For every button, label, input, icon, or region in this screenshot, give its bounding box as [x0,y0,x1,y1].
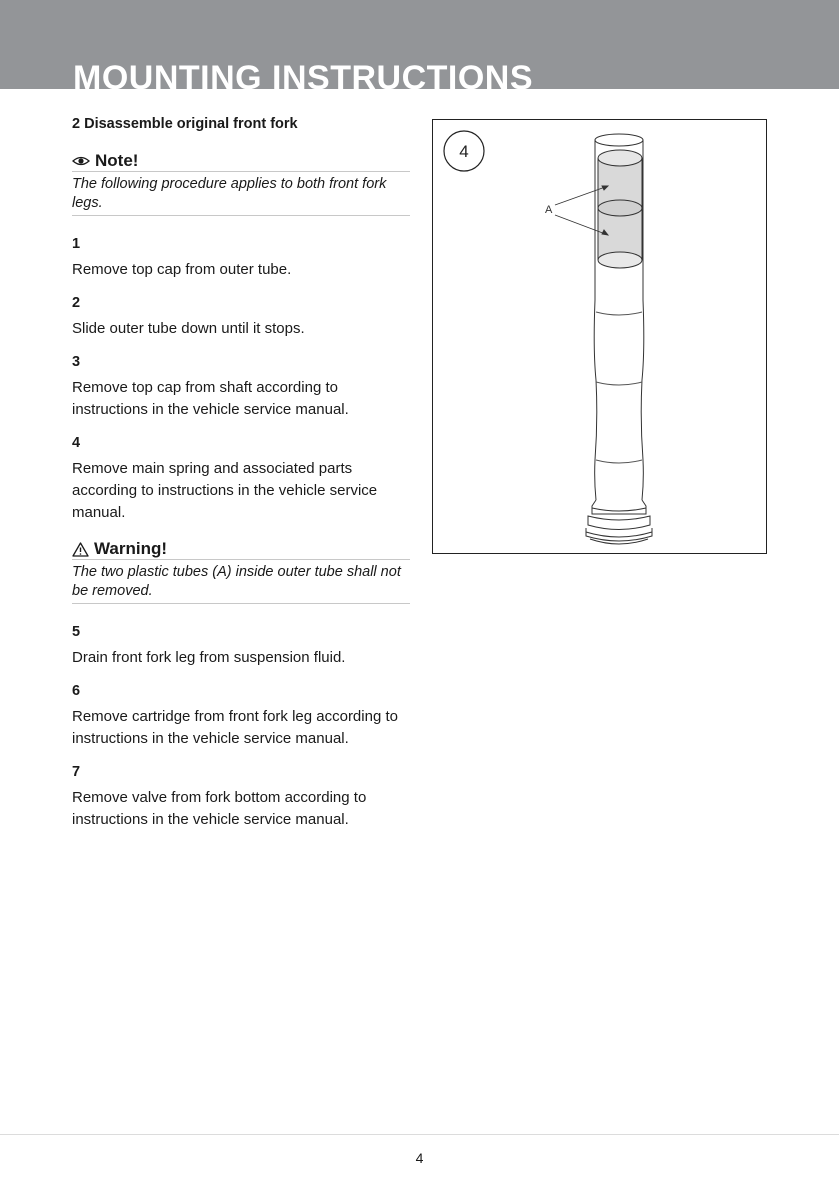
eye-icon [72,155,90,167]
step-item [72,352,410,421]
warning-text: The two plastic tubes (A) inside outer tube shall not be removed. [72,560,410,604]
page-number: 4 [415,1150,424,1166]
step-number: 1 [72,236,81,252]
header-band [0,0,839,89]
note-header [72,152,410,172]
steps-group-2 [72,622,410,831]
step-item [72,681,410,750]
warning-box [72,540,410,604]
instructions-column [72,114,410,843]
step-item [72,293,410,340]
step-item [72,762,410,831]
step-text: Drain front fork leg from suspension fluid. [72,649,346,666]
label-a: A [545,204,553,216]
warning-triangle-icon [72,542,89,557]
steps-group-1 [72,234,410,524]
fork-tube-figure [432,119,767,554]
plastic-tubes [598,150,642,268]
fork-bottom [586,500,652,544]
step-text: Remove top cap from shaft according to instructions in the vehicle service manual. [72,379,349,418]
step-number: 4 [72,435,81,451]
step-text: Remove top cap from outer tube. [72,261,292,278]
step-number: 2 [72,295,81,311]
note-title: Note! [95,151,139,170]
step-text: Remove main spring and associated parts according to instructions in the vehicle service manual. [72,460,378,521]
step-text: Slide outer tube down until it stops. [72,320,305,337]
step-number: 5 [72,624,81,640]
step-number: 7 [72,764,81,780]
warning-header [72,540,410,560]
figure-number: 4 [459,142,469,161]
note-text: The following procedure applies to both front fork legs. [72,172,410,216]
step-item [72,433,410,524]
step-item [72,622,410,669]
step-text: Remove valve from fork bottom according to instructions in the vehicle service manual. [72,789,367,828]
step-number: 3 [72,354,81,370]
step-number: 6 [72,683,81,699]
note-box [72,152,410,216]
step-text: Remove cartridge from front fork leg according to instructions in the vehicle service manual. [72,708,398,747]
warning-title: Warning! [94,539,168,558]
section-title: 2 Disassemble original front fork [72,116,298,132]
lower-tube [594,300,644,500]
step-item [72,234,410,281]
page-title: MOUNTING INSTRUCTIONS [73,59,534,89]
footer-divider [0,1134,839,1135]
